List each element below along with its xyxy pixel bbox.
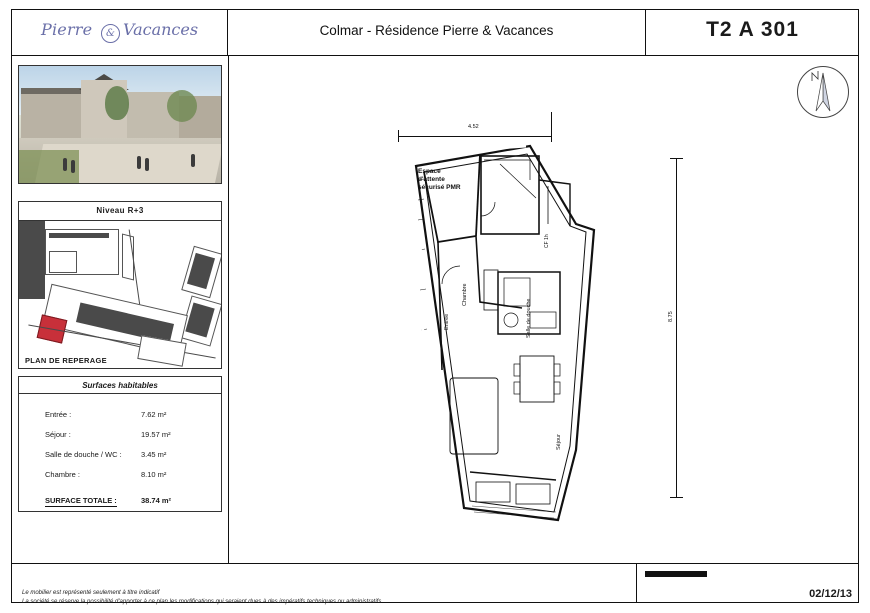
photo-lawn: [19, 150, 79, 184]
dimension-tick-right-bottom: [670, 497, 683, 498]
surfaces-table: [18, 376, 222, 512]
footer-divider: [11, 563, 859, 564]
plan-door-swing-entry: [442, 266, 460, 284]
plan-chair-2: [514, 382, 520, 394]
table-row: [19, 430, 221, 450]
plan-balcony-right: [516, 484, 550, 504]
footer-disclaimer-line1: Le mobilier est représenté seulement à titre indicatif: [22, 590, 160, 596]
surface-value: 3.45 m²: [141, 450, 167, 459]
plan-cf-label: CF 1h: [544, 234, 550, 248]
plan-window-1: [420, 238, 421, 270]
title-block: [11, 9, 859, 56]
plan-door-swing-bedroom: [481, 202, 495, 216]
plan-balcony-line: [470, 472, 556, 480]
plan-wc: [504, 313, 518, 327]
plan-chair-1: [514, 364, 520, 376]
dimension-line-right: [676, 158, 677, 498]
plan-hall-wall: [438, 242, 442, 370]
plan-balcony-left: [476, 482, 510, 502]
table-row: [19, 410, 221, 430]
plan-bedroom-detail: [484, 160, 530, 180]
surface-label: Chambre :: [45, 470, 81, 479]
footer-vertical-divider: [636, 563, 637, 603]
dimension-tick-right-top: [670, 158, 683, 159]
plan-window-3: [497, 146, 526, 148]
logo-ampersand-icon: &: [101, 24, 120, 43]
logo-cell: [11, 9, 228, 55]
plan-chair-3: [554, 364, 560, 376]
surface-value: 8.10 m²: [141, 470, 167, 479]
logo-word-pierre: Pierre: [41, 20, 93, 39]
location-plan-canvas: [19, 221, 221, 368]
surface-label: Entrée :: [45, 410, 72, 419]
photo-person-4: [145, 158, 149, 171]
residence-perspective-image: [18, 65, 222, 184]
plan-outer-wall-inner: [424, 154, 586, 512]
plan-bedroom-diagonal: [500, 164, 536, 198]
photo-person-1: [63, 158, 67, 171]
apartment-reference: T2 A 301: [706, 18, 799, 41]
location-plan: [18, 201, 222, 369]
room-label-salle-de-douche: Salle de douche: [526, 298, 532, 338]
room-label-entree: Entrée: [444, 313, 450, 330]
room-label-sejour: Séjour: [556, 434, 562, 450]
dimension-tick-top-right: [551, 112, 552, 142]
plan-balcony-hatch: [472, 506, 556, 518]
plan-window-2: [422, 306, 423, 342]
plan-corridor-wall: [476, 154, 480, 236]
pierre-vacances-logo: [41, 18, 211, 46]
plan-outer-wall: [416, 146, 594, 520]
total-surface-value: 38.74 m²: [141, 496, 172, 505]
photo-person-3: [137, 156, 141, 169]
photo-person-2: [71, 160, 75, 173]
north-arrow-icon: [797, 66, 849, 118]
project-title: Colmar - Résidence Pierre & Vacances: [319, 23, 554, 38]
dimension-label-top: 4.52: [468, 124, 479, 130]
plan-refuge-annotation: Espace d'attente sécurisé PMR: [418, 168, 461, 192]
compass-svg: [798, 67, 848, 117]
plan-table: [520, 356, 554, 402]
location-plan-caption: PLAN DE REPERAGE: [25, 356, 107, 365]
plan-chair-4: [554, 382, 560, 394]
dimension-tick-top-left: [398, 130, 399, 142]
photo-tree-1: [105, 86, 129, 120]
room-label-chambre: Chambre: [462, 283, 468, 306]
photo-person-5: [191, 154, 195, 167]
footer-disclaimer: [22, 589, 442, 607]
plan-vanity: [530, 312, 556, 328]
surface-value: 7.62 m²: [141, 410, 167, 419]
dimension-line-top: [398, 136, 552, 137]
locator-block-1: [19, 221, 45, 299]
table-row-total: [19, 496, 221, 516]
locator-block-3: [49, 233, 109, 238]
surface-value: 19.57 m²: [141, 430, 171, 439]
table-row: [19, 450, 221, 470]
scale-bar: [645, 571, 707, 577]
surface-label: Séjour :: [45, 430, 71, 439]
total-surface-label: SURFACE TOTALE :: [45, 496, 117, 505]
surface-label: Salle de douche / WC :: [45, 450, 122, 459]
location-plan-level: Niveau R+3: [96, 206, 144, 215]
logo-word-vacances: Vacances: [123, 20, 199, 39]
plan-date: 02/12/13: [809, 588, 852, 600]
surfaces-table-body: [19, 394, 221, 516]
project-title-cell: [228, 9, 646, 55]
locator-block-4: [49, 251, 77, 273]
left-column-divider: [228, 56, 229, 563]
table-row: [19, 470, 221, 490]
dimension-label-right: 8.75: [668, 311, 674, 322]
photo-building-left: [21, 88, 83, 144]
surfaces-table-title: Surfaces habitables: [19, 377, 221, 394]
photo-tree-2: [167, 90, 197, 122]
footer-disclaimer-line2: La société se réserve la possibilité d'apporter à ce plan les modifications qui seraient dues à des impératifs techniques ou administratifs: [22, 599, 382, 605]
apartment-reference-cell: [646, 9, 859, 55]
plan-sofa-bed: [450, 378, 498, 454]
